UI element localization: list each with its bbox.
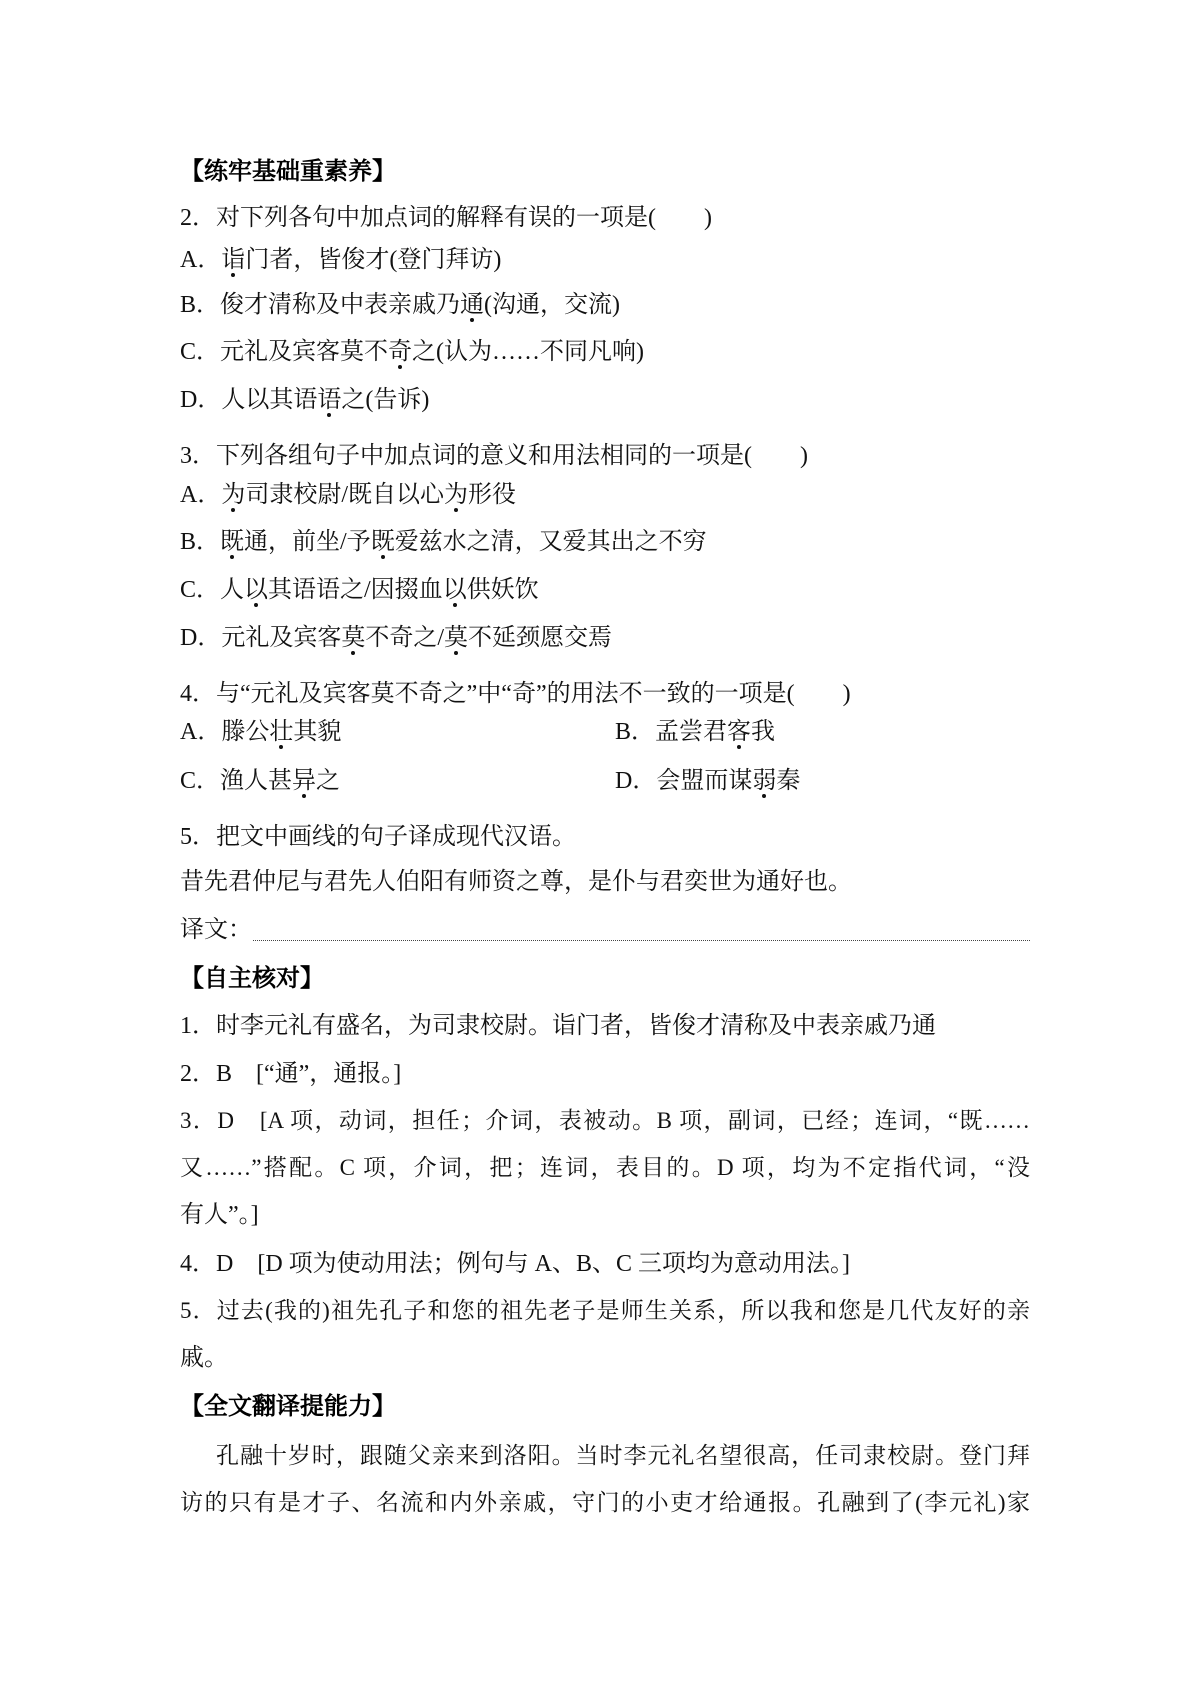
emphasis-char: 壮 [269,719,294,745]
question-4-stem: 4．与“元礼及宾客莫不奇之”中“奇”的用法不一致的一项是( ) [180,681,851,707]
emphasis-char: 为 [221,482,246,508]
option-text: D．人以其语 [180,387,318,413]
option-text: 之(认为……不同凡响) [412,339,644,365]
emphasis-char: 既 [370,529,395,555]
option-text: 我 [751,719,776,745]
option-text: 爱兹水之清，又爱其出之不穷 [394,529,707,555]
option-text: D．会盟而谋 [615,768,753,794]
emphasis-char: 客 [727,719,752,745]
question-3-stem: 3．下列各组句子中加点词的意义和用法相同的一项是( ) [180,443,808,469]
answer-blank-line [253,906,1030,941]
question-4-option-c [180,768,340,794]
option-text: C．人 [180,577,245,603]
translation-line: 孔融十岁时，跟随父亲来到洛阳。当时李元礼名望很高，任司隶校尉。登门拜 [216,1443,1030,1468]
option-text: B．孟尝君 [615,719,728,745]
emphasis-char: 诣 [221,247,246,273]
question-4-options-row-2 [180,757,1030,805]
question-2-option-a [180,236,1030,284]
question-5-stem: 5．把文中画线的句子译成现代汉语。 [180,824,576,850]
section-title-translation: 【全文翻译提能力】 [180,1393,396,1420]
question-5-sentence: 昔先君仲尼与君先人伯阳有师资之尊，是仆与君奕世为通好也。 [180,869,852,895]
answer-3-line: 又……”搭配。C 项，介词，把；连词，表目的。D 项，均为不定指代词，“没 [180,1155,1030,1180]
answer-3-line: 有人”。] [180,1202,259,1228]
question-4-option-a [180,719,341,745]
question-4-option-b [615,708,775,756]
option-text: A． [180,247,222,273]
answer-label: 译文： [180,917,252,943]
option-text: 不延颈愿交焉 [468,625,613,651]
option-text: 形役 [468,482,517,508]
section-title-check: 【自主核对】 [180,965,324,992]
question-2-option-d [180,376,1030,424]
emphasis-char: 通 [460,292,485,318]
emphasis-char: 以 [442,577,467,603]
option-text: 其语语之/因掇血 [268,577,443,603]
emphasis-char: 弱 [752,768,777,794]
answer-5-line: 5．过去(我的)祖先孔子和您的祖先老子是师生关系，所以我和您是几代友好的亲 [180,1298,1030,1323]
question-5-answer-row [180,906,1030,954]
emphasis-char: 莫 [341,625,366,651]
option-text: B．俊才清称及中表亲戚乃 [180,292,461,318]
option-text: 之 [316,768,341,794]
option-text: A． [180,482,222,508]
emphasis-char: 以 [244,577,269,603]
answer-5-line: 戚。 [180,1345,228,1371]
option-text: 不奇之/ [365,625,445,651]
option-text: C．渔人甚 [180,768,293,794]
option-text: C．元礼及宾客莫不 [180,339,389,365]
question-4-options-row-1 [180,708,1030,756]
question-3-option-b [180,518,1030,566]
translation-line: 访的只有是才子、名流和内外亲戚，守门的小吏才给通报。孔融到了(李元礼)家 [180,1490,1030,1515]
question-3-option-d [180,614,1030,662]
answer-3-line: 3．D [A 项，动词，担任；介词，表被动。B 项，副词，已经；连词，“既…… [180,1108,1030,1133]
option-text: 供妖饮 [466,577,539,603]
emphasis-char: 莫 [444,625,469,651]
emphasis-char: 奇 [388,339,413,365]
answer-1: 1．时李元礼有盛名，为司隶校尉。诣门者，皆俊才清称及中表亲戚乃通 [180,1013,936,1039]
question-4-option-d [615,757,800,805]
option-text: 之(告诉) [341,387,430,413]
question-3-option-c [180,566,1030,614]
emphasis-char: 为 [444,482,469,508]
option-text: (沟通，交流) [484,292,620,318]
question-2-stem: 2．对下列各句中加点词的解释有误的一项是( ) [180,205,712,231]
question-3-option-a [180,471,1030,519]
option-text: 司隶校尉/既自以心 [245,482,445,508]
option-text: D．元礼及宾客 [180,625,342,651]
option-text: 其貌 [293,719,342,745]
question-2-option-b [180,281,1030,329]
section-title-practice: 【练牢基础重素养】 [180,158,396,185]
option-text: A．滕公 [180,719,270,745]
answer-2: 2．B [“通”，通报。] [180,1061,402,1087]
emphasis-char: 异 [292,768,317,794]
question-2-option-c [180,328,1030,376]
emphasis-char: 既 [220,529,245,555]
option-text: B． [180,529,221,555]
option-text: 秦 [776,768,801,794]
emphasis-char: 语 [317,387,342,413]
option-text: 门者，皆俊才(登门拜访) [245,247,502,273]
answer-4: 4．D [D 项为使动用法；例句与 A、B、C 三项均为意动用法。] [180,1251,850,1277]
option-text: 通，前坐/予 [244,529,371,555]
